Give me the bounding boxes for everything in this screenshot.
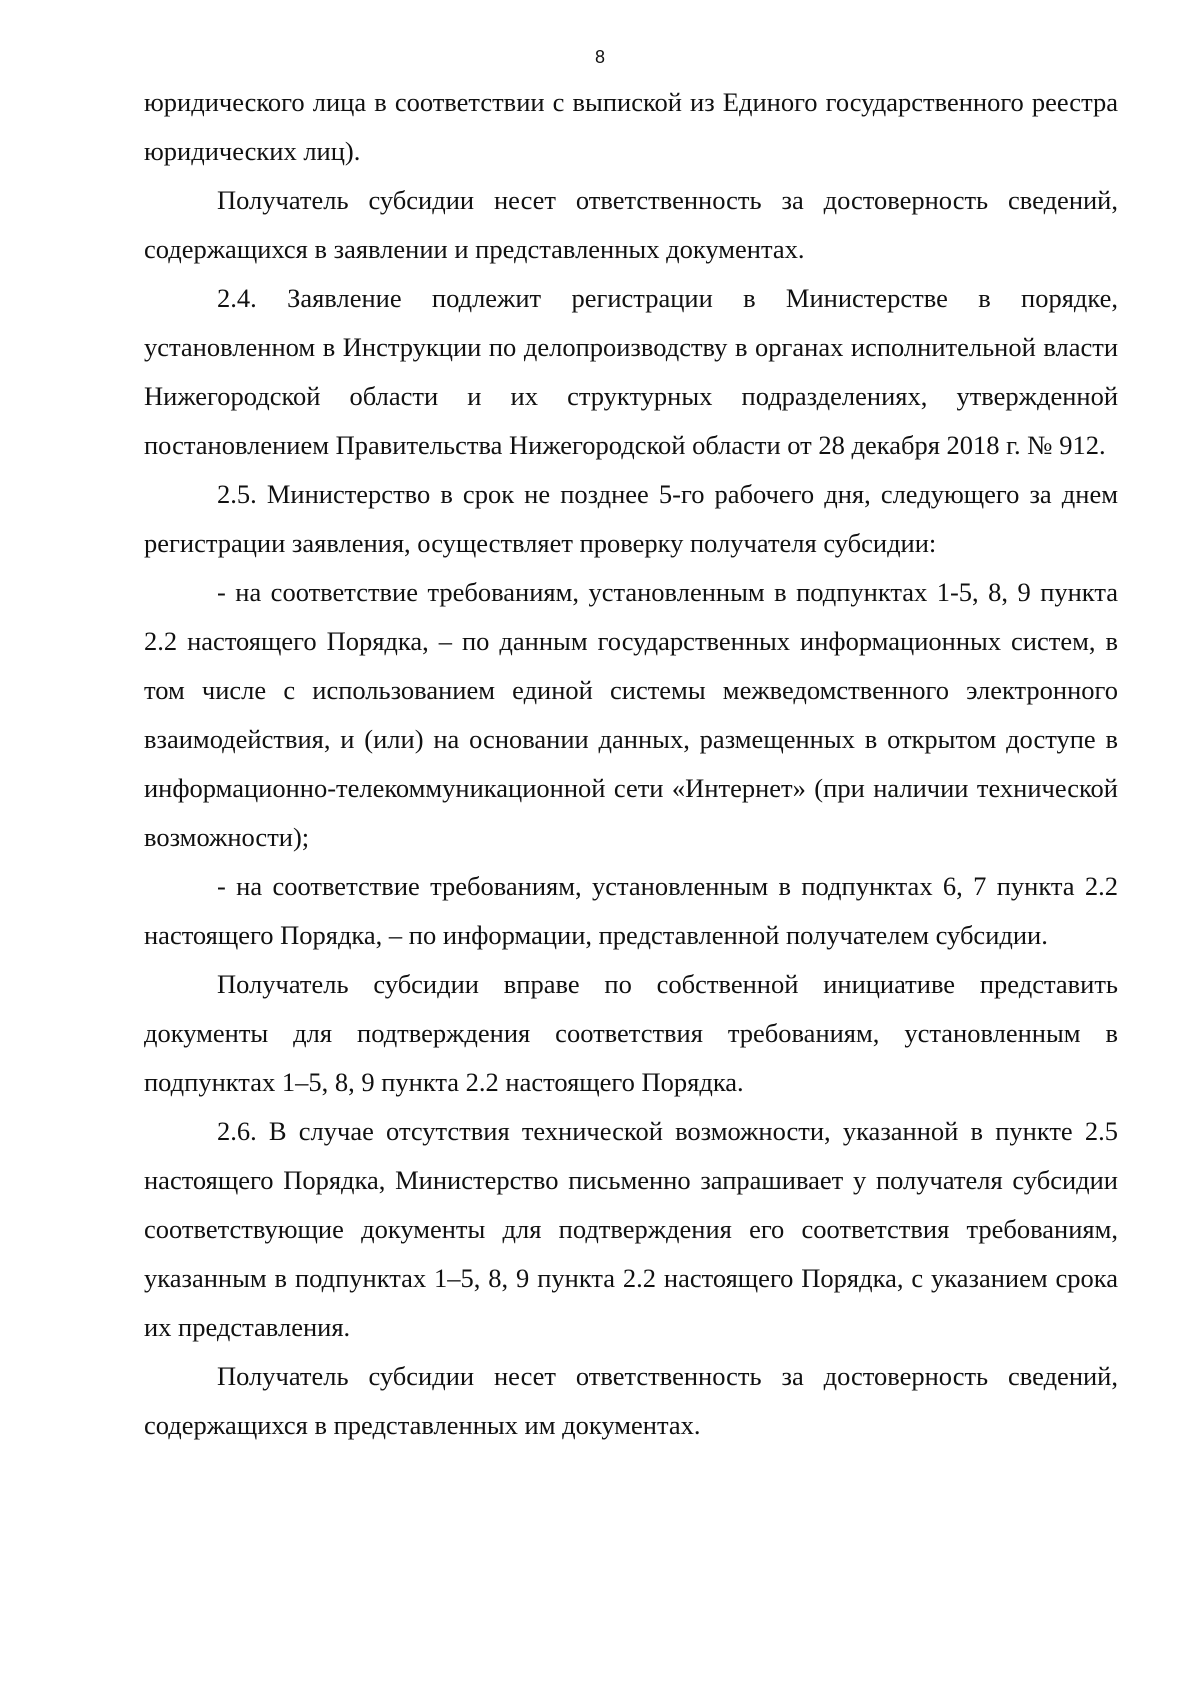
paragraph-responsibility-final: Получатель субсидии несет ответственность за достоверность сведений, содержащихся в представленных им документах.: [144, 1361, 1118, 1440]
paragraph-2-5: 2.5. Министерство в срок не позднее 5-го рабочего дня, следующего за днем регистрации заявления, осуществляет проверку получателя субсидии:: [144, 479, 1118, 558]
paragraph-2-6: 2.6. В случае отсутствия технической возможности, указанной в пункте 2.5 настоящего Порядка, Министерство письменно запрашивает у получателя субсидии соответствующие документы для подтверждения его соответствия требованиям, указанным в подпунктах 1–5, 8, 9 пункта 2.2 настоящего Порядка, с указанием срока их представления.: [144, 1116, 1118, 1342]
paragraph-responsibility: Получатель субсидии несет ответственность за достоверность сведений, содержащихся в заявлении и представленных документах.: [144, 185, 1118, 264]
paragraph-own-initiative: Получатель субсидии вправе по собственной инициативе представить документы для подтверждения соответствия требованиям, установленным в подпунктах 1–5, 8, 9 пункта 2.2 настоящего Порядка.: [144, 969, 1118, 1097]
document-body: [144, 78, 1118, 1450]
list-item-check-2: - на соответствие требованиям, установленным в подпунктах 6, 7 пункта 2.2 настоящего Порядка, – по информации, представленной получателем субсидии.: [144, 871, 1118, 950]
paragraph-continuation: юридического лица в соответствии с выпиской из Единого государственного реестра юридических лиц).: [144, 87, 1118, 166]
paragraph-2-4: 2.4. Заявление подлежит регистрации в Министерстве в порядке, установленном в Инструкции по делопроизводству в органах исполнительной власти Нижегородской области и их структурных подразделениях, утвержденной постановлением Правительства Нижегородской области от 28 декабря 2018 г. № 912.: [144, 283, 1118, 460]
list-item-check-1: - на соответствие требованиям, установленным в подпунктах 1-5, 8, 9 пункта 2.2 настоящего Порядка, – по данным государственных информационных систем, в том числе с использованием единой системы межведомственного электронного взаимодействия, и (или) на основании данных, размещенных в открытом доступе в информационно-телекоммуникационной сети «Интернет» (при наличии технической возможности);: [144, 577, 1118, 852]
page-number: 8: [594, 47, 605, 67]
